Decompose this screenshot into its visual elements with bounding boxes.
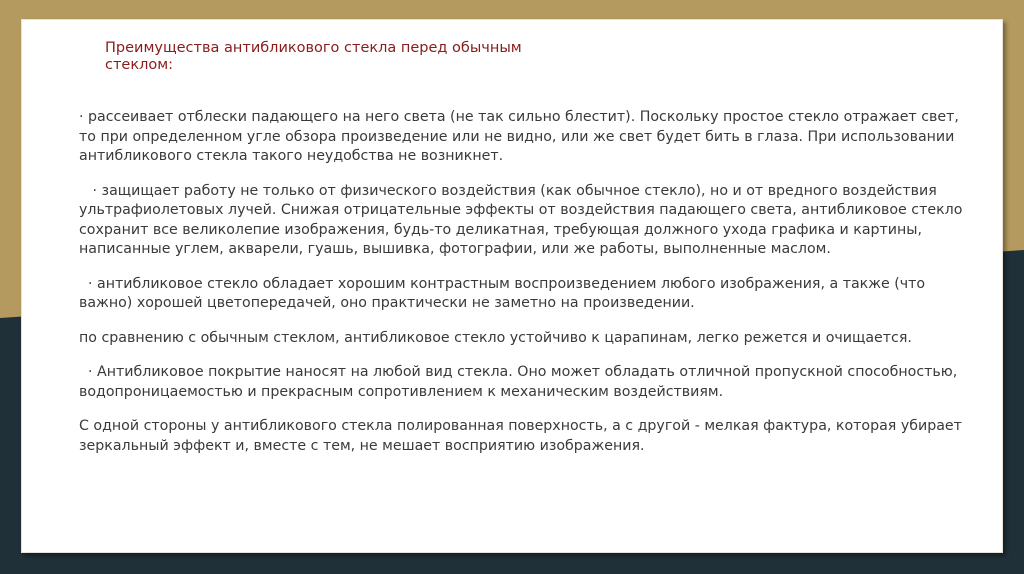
paragraph-uv-protection: · защищает работу не только от физического воздействия (как обычное стекло), но и от вредного воздействия ультрафиолетовых лучей. Снижая отрицательные эффекты от воздействия падающего света, антибликовое стекло сохранит все великолепие изображения, будь-то деликатная, требующая должного ухода графика и картины, написанные углем, акварели, гуашь, вышивка, фотографии, или же работы, выполненные маслом. [79,182,967,257]
paragraph-contrast: · антибликовое стекло обладает хорошим контрастным воспроизведением любого изображения, а также (что важно) хорошей цветопередачей, оно практически не заметно на произведении. [79,275,930,311]
slide-card [21,19,1003,553]
paragraph-surface: С одной стороны у антибликового стекла полированная поверхность, а с другой - мелкая фактура, которая убирает зеркальный эффект и, вместе с тем, не мешает восприятию изображения. [79,418,967,454]
slide-title: Преимущества антибликового стекла перед обычным стеклом: [105,40,522,73]
paragraph-glare: · рассеивает отблески падающего на него света (не так сильно блестит). Поскольку простое стекло отражает свет, то при определенном угле обзора произведение или не видно, или же свет будет бить в глаза. При использовании антибликового стекла такого неудобства не возникнет. [79,109,964,164]
slide-body [79,108,969,471]
paragraph-scratch-resistance: по сравнению с обычным стеклом, антибликовое стекло устойчиво к царапинам, легко режется и очищается. [79,329,912,346]
paragraph-coating: · Антибликовое покрытие наносят на любой вид стекла. Оно может обладать отличной пропускной способностью, водопроницаемостью и прекрасным сопротивлением к механическим воздействиям. [79,364,962,400]
